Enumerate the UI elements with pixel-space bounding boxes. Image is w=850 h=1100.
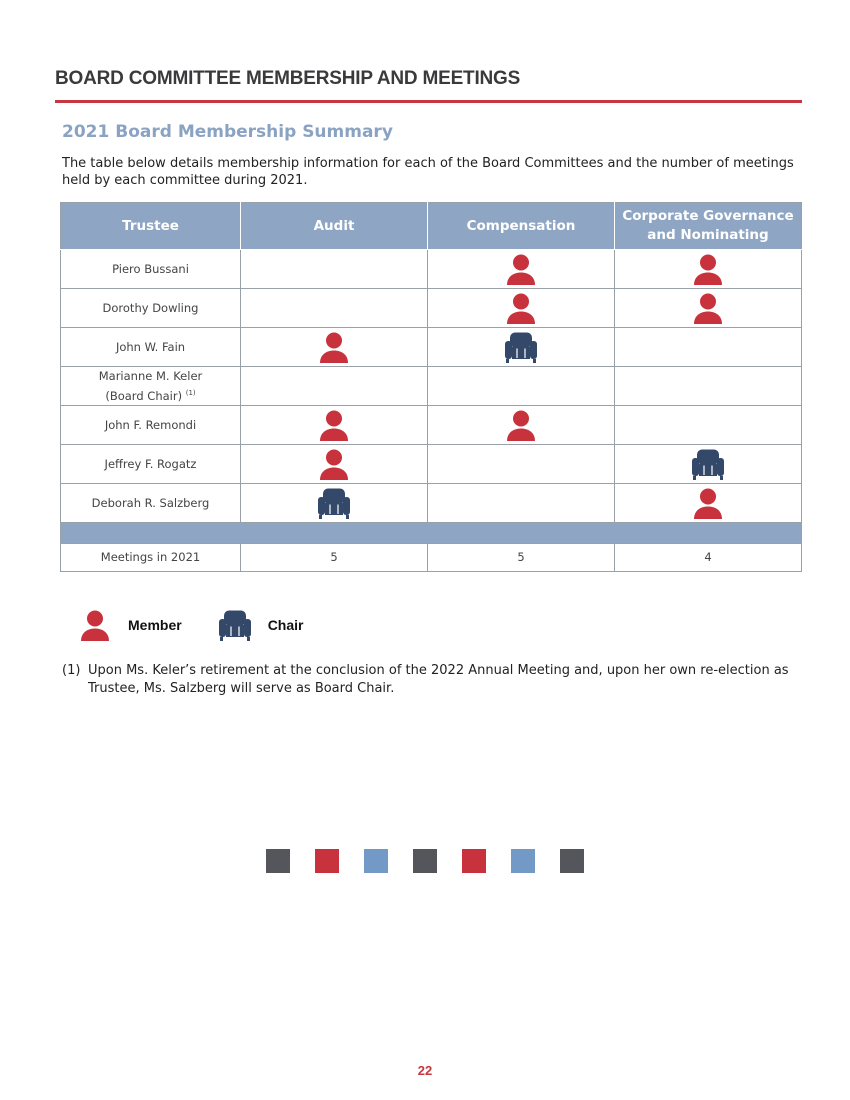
compensation-cell: [428, 367, 615, 406]
table-spacer-row: [61, 523, 802, 544]
header-audit: Audit: [241, 203, 428, 250]
compensation-cell: [428, 484, 615, 523]
section-title: BOARD COMMITTEE MEMBERSHIP AND MEETINGS: [55, 68, 521, 89]
armchair-icon: [691, 448, 725, 480]
legend-chair-label: Chair: [267, 617, 304, 633]
trustee-name-cell: [61, 328, 241, 367]
audit-cell: [241, 484, 428, 523]
governance-meetings-count: 4: [615, 544, 802, 572]
decorative-squares: [266, 849, 609, 873]
decorative-square: [462, 849, 486, 873]
legend-chair: [218, 609, 304, 641]
table-row: [61, 445, 802, 484]
audit-cell: [241, 406, 428, 445]
audit-cell: [241, 289, 428, 328]
audit-meetings-count: 5: [241, 544, 428, 572]
header-compensation: Compensation: [428, 203, 615, 250]
table-row: [61, 289, 802, 328]
armchair-icon: [218, 609, 252, 641]
page-subtitle: 2021 Board Membership Summary: [62, 122, 393, 142]
page-number: 22: [417, 1063, 433, 1078]
person-icon: [317, 448, 351, 480]
person-icon: [504, 292, 538, 324]
header-trustee: Trustee: [61, 203, 241, 250]
person-icon: [504, 253, 538, 285]
compensation-cell: [428, 406, 615, 445]
trustee-name: Deborah R. Salzberg: [91, 495, 210, 510]
legend-member: [78, 609, 182, 641]
membership-table: [60, 202, 802, 572]
compensation-cell: [428, 445, 615, 484]
person-icon: [691, 292, 725, 324]
compensation-cell: [428, 328, 615, 367]
meetings-row: [61, 544, 802, 572]
person-icon: [317, 331, 351, 363]
audit-cell: [241, 250, 428, 289]
meetings-label: Meetings in 2021: [61, 544, 241, 572]
trustee-name-cell: [61, 445, 241, 484]
trustee-name: John W. Fain: [115, 339, 186, 354]
trustee-role: (Board Chair): [105, 388, 183, 403]
table-row: [61, 367, 802, 406]
header-governance: Corporate Governance and Nominating: [615, 203, 802, 250]
armchair-icon: [317, 487, 351, 519]
decorative-square: [413, 849, 437, 873]
legend-member-label: Member: [128, 617, 182, 633]
person-icon: [504, 409, 538, 441]
trustee-name-cell: [61, 250, 241, 289]
spacer-cell: [428, 523, 615, 544]
legend: [78, 611, 339, 639]
decorative-square: [315, 849, 339, 873]
trustee-name: Jeffrey F. Rogatz: [104, 456, 197, 471]
spacer-cell: [241, 523, 428, 544]
trustee-name: Piero Bussani: [112, 261, 189, 276]
footnote: [62, 662, 802, 698]
intro-paragraph: The table below details membership information for each of the Board Committees and the number of meetings held by each committee during 2021.: [62, 156, 794, 188]
armchair-icon: [504, 331, 538, 363]
governance-cell: [615, 406, 802, 445]
footnote-reference: (1): [185, 388, 196, 397]
decorative-square: [560, 849, 584, 873]
governance-cell: [615, 250, 802, 289]
trustee-name: Marianne M. Keler: [98, 368, 203, 383]
audit-cell: [241, 328, 428, 367]
decorative-square: [364, 849, 388, 873]
table-header-row: [61, 203, 802, 250]
table-row: [61, 328, 802, 367]
table-row: [61, 406, 802, 445]
governance-cell: [615, 328, 802, 367]
person-icon: [691, 253, 725, 285]
spacer-cell: [615, 523, 802, 544]
section-divider: [55, 100, 802, 103]
decorative-square: [266, 849, 290, 873]
footnote-marker: (1): [62, 663, 81, 678]
table-row: [61, 484, 802, 523]
trustee-name-cell: [61, 367, 241, 406]
table-row: [61, 250, 802, 289]
spacer-cell: [61, 523, 241, 544]
governance-cell: [615, 289, 802, 328]
person-icon: [78, 609, 112, 641]
person-icon: [691, 487, 725, 519]
audit-cell: [241, 367, 428, 406]
trustee-name: Dorothy Dowling: [102, 300, 199, 315]
decorative-square: [511, 849, 535, 873]
person-icon: [317, 409, 351, 441]
footnote-text: Upon Ms. Keler’s retirement at the conclusion of the 2022 Annual Meeting and, upon her own re-election as Trustee, Ms. Salzberg will serve as Board Chair.: [88, 663, 789, 696]
audit-cell: [241, 445, 428, 484]
governance-cell: [615, 484, 802, 523]
compensation-cell: [428, 250, 615, 289]
compensation-meetings-count: 5: [428, 544, 615, 572]
trustee-name-cell: [61, 406, 241, 445]
governance-cell: [615, 367, 802, 406]
trustee-name-cell: [61, 289, 241, 328]
governance-cell: [615, 445, 802, 484]
trustee-name-cell: [61, 484, 241, 523]
compensation-cell: [428, 289, 615, 328]
trustee-name: John F. Remondi: [104, 417, 197, 432]
